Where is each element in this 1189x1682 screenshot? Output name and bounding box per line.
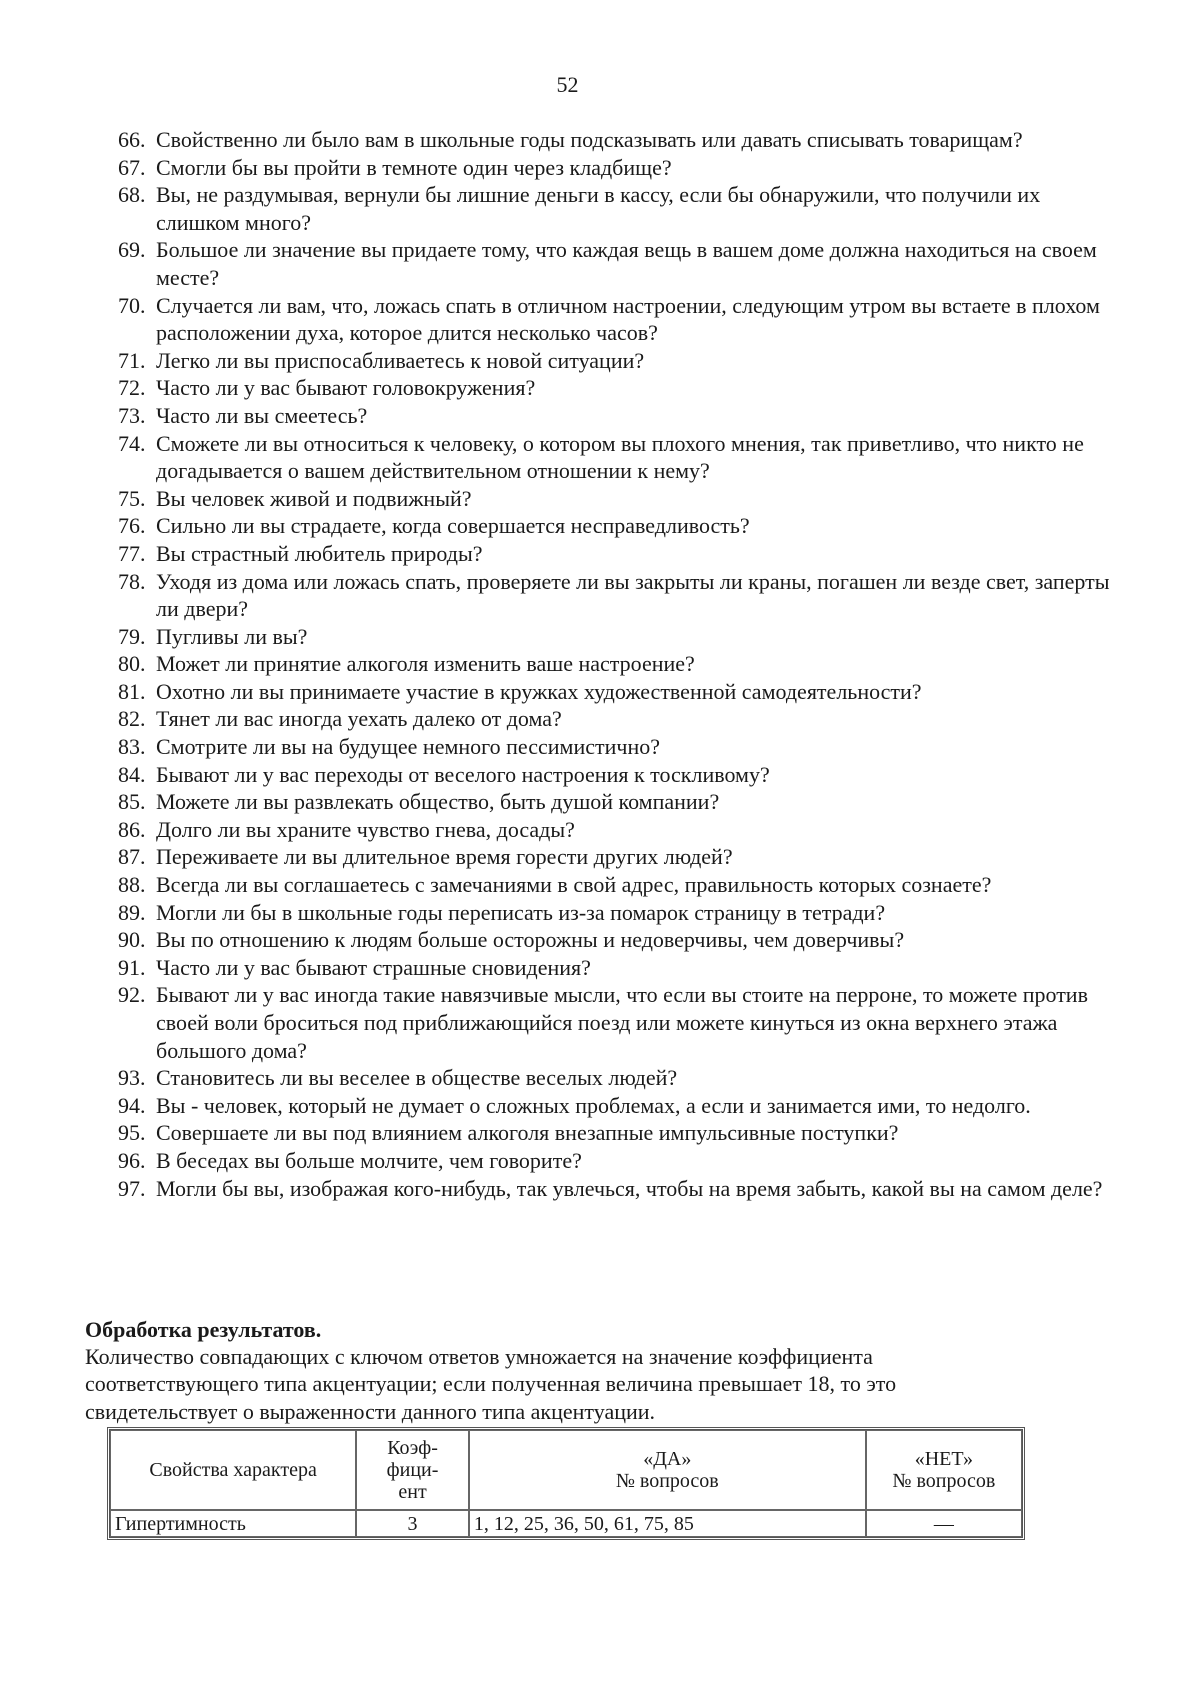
question-text: Долго ли вы храните чувство гнева, досады? — [156, 816, 575, 842]
question-number: 88. — [118, 872, 146, 898]
question-text: Свойственно ли было вам в школьные годы подсказывать или давать списывать товарищам? — [156, 127, 1023, 152]
list-item — [118, 899, 1118, 927]
question-number: 91. — [118, 954, 146, 980]
page-number: 52 — [556, 72, 579, 97]
question-text: Могли бы вы, изображая кого-нибудь, так увлечься, чтобы на время забыть, какой вы на самом деле? — [156, 1175, 1103, 1201]
question-text: Часто ли у вас бывают страшные сновидения? — [156, 954, 591, 980]
question-number: 72. — [118, 375, 146, 401]
cell-no: — — [866, 1510, 1022, 1537]
list-item — [118, 954, 1118, 982]
list-item — [118, 540, 1118, 568]
question-number: 81. — [118, 678, 146, 704]
list-item — [118, 871, 1118, 899]
question-text: Сможете ли вы относиться к человеку, о котором вы плохого мнения, так приветливо, что никто не догадывается о вашем действительном отношении к нему? — [156, 430, 1084, 484]
table-header-row — [110, 1430, 1022, 1510]
question-number: 78. — [118, 568, 146, 594]
list-item — [118, 816, 1118, 844]
list-item — [118, 512, 1118, 540]
list-item — [118, 430, 1118, 485]
question-text: Бывают ли у вас иногда такие навязчивые мысли, что если вы стоите на перроне, то можете против своей воли броситься под приближающийся поезд или можете кинуться из окна верхнего этажа большого дома? — [156, 982, 1088, 1063]
question-number: 76. — [118, 513, 146, 539]
question-number: 93. — [118, 1065, 146, 1091]
list-item — [118, 374, 1118, 402]
question-text: Вы человек живой и подвижный? — [156, 485, 472, 511]
question-number: 75. — [118, 485, 146, 511]
question-number: 77. — [118, 540, 146, 566]
question-number: 97. — [118, 1175, 146, 1201]
header-coef-line: фици- — [386, 1459, 439, 1481]
list-item — [118, 761, 1118, 789]
list-item — [118, 678, 1118, 706]
question-text: Часто ли вы смеетесь? — [156, 402, 368, 428]
header-yes-title: «ДА» — [643, 1448, 692, 1470]
question-number: 82. — [118, 706, 146, 732]
question-text: Можете ли вы развлекать общество, быть душой компании? — [156, 789, 720, 815]
list-item — [118, 705, 1118, 733]
list-item — [118, 1147, 1118, 1175]
question-text: Легко ли вы приспосабливаетесь к новой ситуации? — [156, 347, 645, 373]
question-number: 84. — [118, 761, 146, 787]
question-text: Бывают ли у вас переходы от веселого настроения к тоскливому? — [156, 761, 770, 787]
header-coef — [356, 1430, 469, 1510]
list-item — [118, 733, 1118, 761]
list-item — [118, 347, 1118, 375]
question-text: Случается ли вам, что, ложась спать в отличном настроении, следующим утром вы встаете в плохом расположении духа, которое длится несколько часов? — [156, 292, 1100, 346]
question-text: Вы - человек, который не думает о сложных проблемах, а если и занимается ими, то недолго. — [156, 1092, 1031, 1118]
question-number: 86. — [118, 816, 146, 842]
question-number: 94. — [118, 1092, 146, 1118]
header-coef-line: Коэф- — [387, 1437, 438, 1459]
question-text: Вы по отношению к людям больше осторожны и недоверчивы, чем доверчивы? — [156, 927, 905, 953]
list-item — [118, 1175, 1118, 1203]
question-text: Тянет ли вас иногда уехать далеко от дома? — [156, 706, 562, 732]
question-text: Может ли принятие алкоголя изменить ваше настроение? — [156, 651, 695, 677]
question-text: Всегда ли вы соглашаетесь с замечаниями в свой адрес, правильность которых сознаете? — [156, 872, 992, 898]
question-text: Большое ли значение вы придаете тому, что каждая вещь в вашем доме должна находиться на своем месте? — [156, 237, 1097, 290]
question-text: Сильно ли вы страдаете, когда совершается несправедливость? — [156, 513, 750, 539]
question-text: Вы страстный любитель природы? — [156, 540, 483, 566]
table-row — [110, 1510, 1022, 1537]
list-item — [118, 926, 1118, 954]
question-text: В беседах вы больше молчите, чем говорите? — [156, 1147, 582, 1173]
question-text: Пугливы ли вы? — [156, 623, 308, 649]
list-item — [118, 1092, 1118, 1120]
header-coef-line: ент — [398, 1481, 427, 1503]
section-title: Обработка результатов. — [85, 1317, 322, 1342]
question-text: Уходя из дома или ложась спать, проверяете ли вы закрыты ли краны, погашен ли везде свет, заперты ли двери? — [156, 568, 1110, 622]
question-text: Смотрите ли вы на будущее немного пессимистично? — [156, 734, 660, 760]
list-item — [118, 981, 1118, 1064]
header-yes-sub: № вопросов — [615, 1470, 719, 1492]
question-text: Часто ли у вас бывают головокружения? — [156, 375, 536, 401]
question-text: Могли ли бы в школьные годы переписать из-за помарок страницу в тетради? — [156, 899, 886, 925]
question-number: 67. — [118, 154, 146, 180]
question-text: Охотно ли вы принимаете участие в кружках художественной самодеятельности? — [156, 678, 922, 704]
question-number: 95. — [118, 1120, 146, 1146]
question-number: 80. — [118, 651, 146, 677]
question-number: 96. — [118, 1147, 146, 1173]
question-number: 74. — [118, 430, 146, 456]
list-item — [118, 623, 1118, 651]
question-list — [118, 126, 1118, 1202]
question-number: 71. — [118, 347, 146, 373]
header-no-sub: № вопросов — [892, 1470, 996, 1492]
question-number: 90. — [118, 927, 146, 953]
list-item — [118, 126, 1118, 154]
header-no-title: «НЕТ» — [914, 1448, 974, 1470]
question-number: 69. — [118, 237, 146, 263]
list-item — [118, 181, 1118, 236]
question-text: Переживаете ли вы длительное время горести других людей? — [156, 844, 733, 870]
question-number: 87. — [118, 844, 146, 870]
results-table — [107, 1427, 1025, 1540]
list-item — [118, 650, 1118, 678]
header-no — [866, 1430, 1022, 1510]
question-number: 92. — [118, 982, 146, 1008]
list-item — [118, 154, 1118, 182]
question-number: 89. — [118, 899, 146, 925]
question-number: 66. — [118, 127, 146, 152]
list-item — [118, 236, 1118, 291]
question-number: 68. — [118, 182, 146, 208]
list-item — [118, 402, 1118, 430]
list-item — [118, 1064, 1118, 1092]
question-text: Становитесь ли вы веселее в обществе веселых людей? — [156, 1065, 678, 1091]
list-item — [118, 568, 1118, 623]
list-item — [118, 843, 1118, 871]
list-item — [118, 788, 1118, 816]
header-yes — [469, 1430, 866, 1510]
question-text: Совершаете ли вы под влиянием алкоголя внезапные импульсивные поступки? — [156, 1120, 899, 1146]
cell-trait: Гипертимность — [110, 1510, 356, 1537]
question-number: 70. — [118, 292, 146, 318]
question-number: 73. — [118, 402, 146, 428]
list-item — [118, 292, 1118, 347]
question-number: 85. — [118, 789, 146, 815]
question-number: 83. — [118, 734, 146, 760]
question-text: Смогли бы вы пройти в темноте один через кладбище? — [156, 154, 672, 180]
question-number: 79. — [118, 623, 146, 649]
header-trait: Свойства характера — [110, 1430, 356, 1510]
cell-coef: 3 — [356, 1510, 469, 1537]
list-item — [118, 485, 1118, 513]
results-paragraph: Количество совпадающих с ключом ответов умножается на значение коэффициента соответствующего типа акцентуации; если полученная величина превышает 18, то это свидетельствует о выраженности данного типа акцентуации. — [85, 1344, 897, 1424]
cell-yes: 1, 12, 25, 36, 50, 61, 75, 85 — [469, 1510, 866, 1537]
question-text: Вы, не раздумывая, вернули бы лишние деньги в кассу, если бы обнаружили, что получили их слишком много? — [156, 182, 1041, 235]
list-item — [118, 1119, 1118, 1147]
